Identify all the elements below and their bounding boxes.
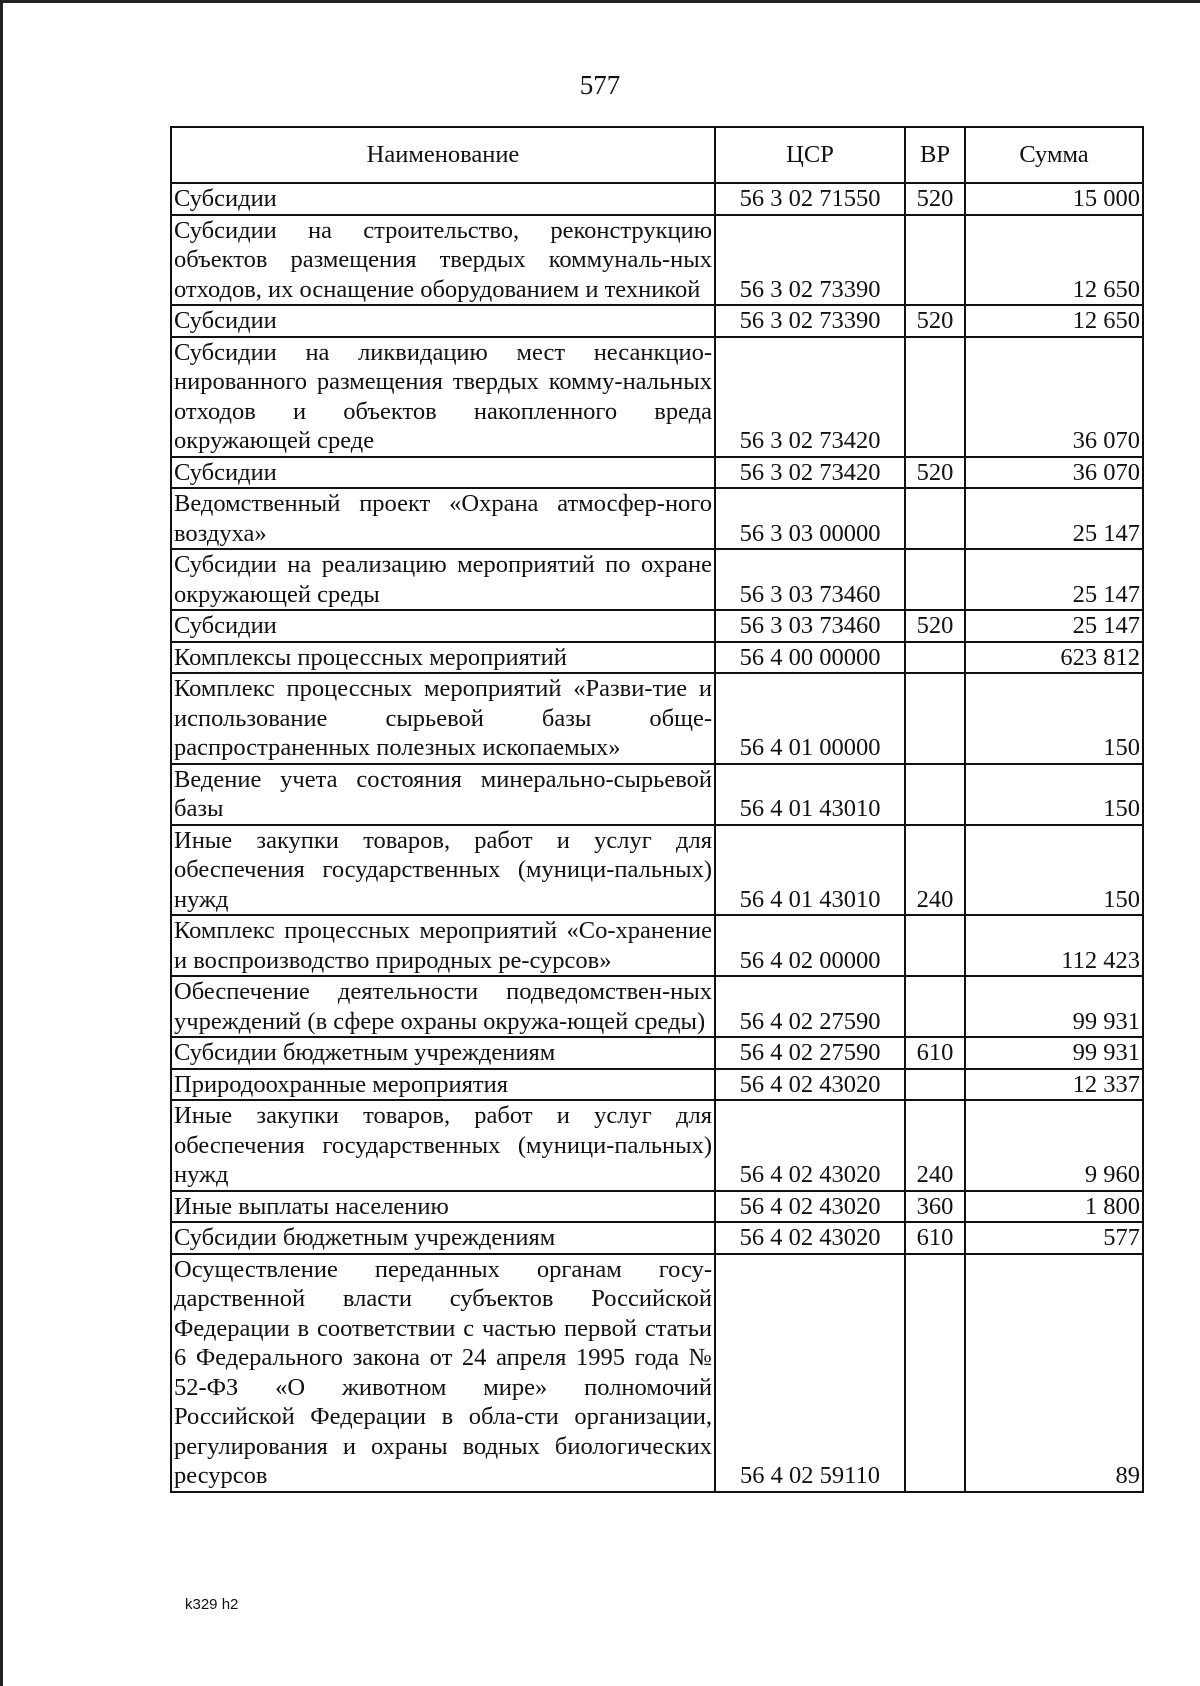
cell-csr: 56 3 02 73420	[715, 457, 905, 489]
table-row	[171, 1100, 1143, 1191]
table-row	[171, 915, 1143, 976]
cell-csr: 56 4 00 00000	[715, 642, 905, 674]
cell-name: Субсидии	[171, 183, 715, 215]
header-sum: Сумма	[965, 127, 1143, 183]
cell-sum: 36 070	[965, 457, 1143, 489]
cell-csr: 56 4 02 43020	[715, 1222, 905, 1254]
cell-vr	[905, 1254, 965, 1492]
table-row	[171, 488, 1143, 549]
cell-name: Субсидии	[171, 305, 715, 337]
cell-name: Иные закупки товаров, работ и услуг для обеспечения государственных (муници-пальных) нужд	[171, 1100, 715, 1191]
table-row	[171, 642, 1143, 674]
cell-csr: 56 4 02 27590	[715, 1037, 905, 1069]
page-number: 577	[579, 70, 621, 100]
cell-sum: 12 337	[965, 1069, 1143, 1101]
table-row	[171, 1222, 1143, 1254]
cell-name: Иные выплаты населению	[171, 1191, 715, 1223]
cell-vr: 240	[905, 1100, 965, 1191]
cell-csr: 56 3 03 73460	[715, 549, 905, 610]
cell-csr: 56 3 02 73420	[715, 337, 905, 457]
cell-name: Природоохранные мероприятия	[171, 1069, 715, 1101]
table-body	[171, 183, 1143, 1492]
cell-sum: 1 800	[965, 1191, 1143, 1223]
table-row	[171, 305, 1143, 337]
cell-csr: 56 3 03 00000	[715, 488, 905, 549]
cell-vr	[905, 337, 965, 457]
table-row	[171, 764, 1143, 825]
cell-vr: 240	[905, 825, 965, 916]
table-row	[171, 610, 1143, 642]
cell-name: Комплексы процессных мероприятий	[171, 642, 715, 674]
cell-sum: 623 812	[965, 642, 1143, 674]
cell-vr	[905, 1069, 965, 1101]
scan-edge-top	[0, 0, 1200, 3]
cell-sum: 15 000	[965, 183, 1143, 215]
cell-vr: 520	[905, 610, 965, 642]
cell-vr	[905, 549, 965, 610]
table-row	[171, 1069, 1143, 1101]
table-row	[171, 457, 1143, 489]
cell-csr: 56 4 02 43020	[715, 1100, 905, 1191]
cell-name: Ведомственный проект «Охрана атмосфер-ного воздуха»	[171, 488, 715, 549]
cell-sum: 12 650	[965, 305, 1143, 337]
cell-csr: 56 4 02 43020	[715, 1191, 905, 1223]
cell-csr: 56 4 01 00000	[715, 673, 905, 764]
cell-vr: 610	[905, 1222, 965, 1254]
cell-vr	[905, 673, 965, 764]
cell-sum: 25 147	[965, 610, 1143, 642]
cell-sum: 89	[965, 1254, 1143, 1492]
cell-csr: 56 3 02 73390	[715, 215, 905, 306]
cell-csr: 56 3 03 73460	[715, 610, 905, 642]
scan-edge-left	[0, 0, 3, 1686]
cell-vr	[905, 642, 965, 674]
cell-name: Осуществление переданных органам госу-дарственной власти субъектов Российской Федерации в соответствии с частью первой статьи 6 Федерального закона от 24 апреля 1995 года № 52-ФЗ «О животном мире» полномочий Российской Федерации в обла-сти организации, регулирования и охраны водных биологических ресурсов	[171, 1254, 715, 1492]
table-header-row	[171, 127, 1143, 183]
cell-vr: 520	[905, 457, 965, 489]
table-row	[171, 1037, 1143, 1069]
table-row	[171, 673, 1143, 764]
table-row	[171, 1254, 1143, 1492]
cell-csr: 56 4 02 00000	[715, 915, 905, 976]
cell-sum: 9 960	[965, 1100, 1143, 1191]
header-csr: ЦСР	[715, 127, 905, 183]
cell-sum: 25 147	[965, 549, 1143, 610]
footer-code: k329 h2	[185, 1596, 239, 1613]
cell-name: Комплекс процессных мероприятий «Разви-тие и использование сырьевой базы обще-распространенных полезных ископаемых»	[171, 673, 715, 764]
cell-name: Субсидии бюджетным учреждениям	[171, 1037, 715, 1069]
cell-sum: 36 070	[965, 337, 1143, 457]
table-row	[171, 549, 1143, 610]
cell-sum: 99 931	[965, 1037, 1143, 1069]
cell-sum: 112 423	[965, 915, 1143, 976]
header-vr: ВР	[905, 127, 965, 183]
cell-name: Субсидии	[171, 457, 715, 489]
cell-vr	[905, 976, 965, 1037]
cell-csr: 56 4 02 43020	[715, 1069, 905, 1101]
cell-name: Субсидии на строительство, реконструкцию объектов размещения твердых коммуналь-ных отходов, их оснащение оборудованием и техникой	[171, 215, 715, 306]
cell-name: Субсидии бюджетным учреждениям	[171, 1222, 715, 1254]
cell-vr: 520	[905, 305, 965, 337]
cell-csr: 56 4 01 43010	[715, 825, 905, 916]
cell-sum: 577	[965, 1222, 1143, 1254]
cell-sum: 99 931	[965, 976, 1143, 1037]
cell-name: Субсидии на ликвидацию мест несанкцио-нированного размещения твердых комму-нальных отходов и объектов накопленного вреда окружающей среде	[171, 337, 715, 457]
cell-name: Субсидии на реализацию мероприятий по охране окружающей среды	[171, 549, 715, 610]
cell-vr	[905, 764, 965, 825]
cell-vr: 610	[905, 1037, 965, 1069]
cell-vr	[905, 488, 965, 549]
table-row	[171, 337, 1143, 457]
cell-csr: 56 3 02 73390	[715, 305, 905, 337]
cell-name: Комплекс процессных мероприятий «Со-хранение и воспроизводство природных ре-сурсов»	[171, 915, 715, 976]
table-row	[171, 1191, 1143, 1223]
table-row	[171, 215, 1143, 306]
cell-name: Субсидии	[171, 610, 715, 642]
table-row	[171, 183, 1143, 215]
cell-sum: 25 147	[965, 488, 1143, 549]
cell-name: Иные закупки товаров, работ и услуг для обеспечения государственных (муници-пальных) нужд	[171, 825, 715, 916]
cell-csr: 56 3 02 71550	[715, 183, 905, 215]
cell-name: Обеспечение деятельности подведомствен-ных учреждений (в сфере охраны окружа-ющей среды)	[171, 976, 715, 1037]
cell-csr: 56 4 02 27590	[715, 976, 905, 1037]
cell-sum: 150	[965, 673, 1143, 764]
table-row	[171, 976, 1143, 1037]
cell-vr: 520	[905, 183, 965, 215]
cell-name: Ведение учета состояния минерально-сырьевой базы	[171, 764, 715, 825]
cell-vr	[905, 915, 965, 976]
cell-sum: 12 650	[965, 215, 1143, 306]
header-name: Наименование	[171, 127, 715, 183]
cell-vr: 360	[905, 1191, 965, 1223]
cell-sum: 150	[965, 825, 1143, 916]
cell-vr	[905, 215, 965, 306]
table-row	[171, 825, 1143, 916]
cell-csr: 56 4 02 59110	[715, 1254, 905, 1492]
cell-sum: 150	[965, 764, 1143, 825]
cell-csr: 56 4 01 43010	[715, 764, 905, 825]
budget-table	[170, 126, 1144, 1493]
